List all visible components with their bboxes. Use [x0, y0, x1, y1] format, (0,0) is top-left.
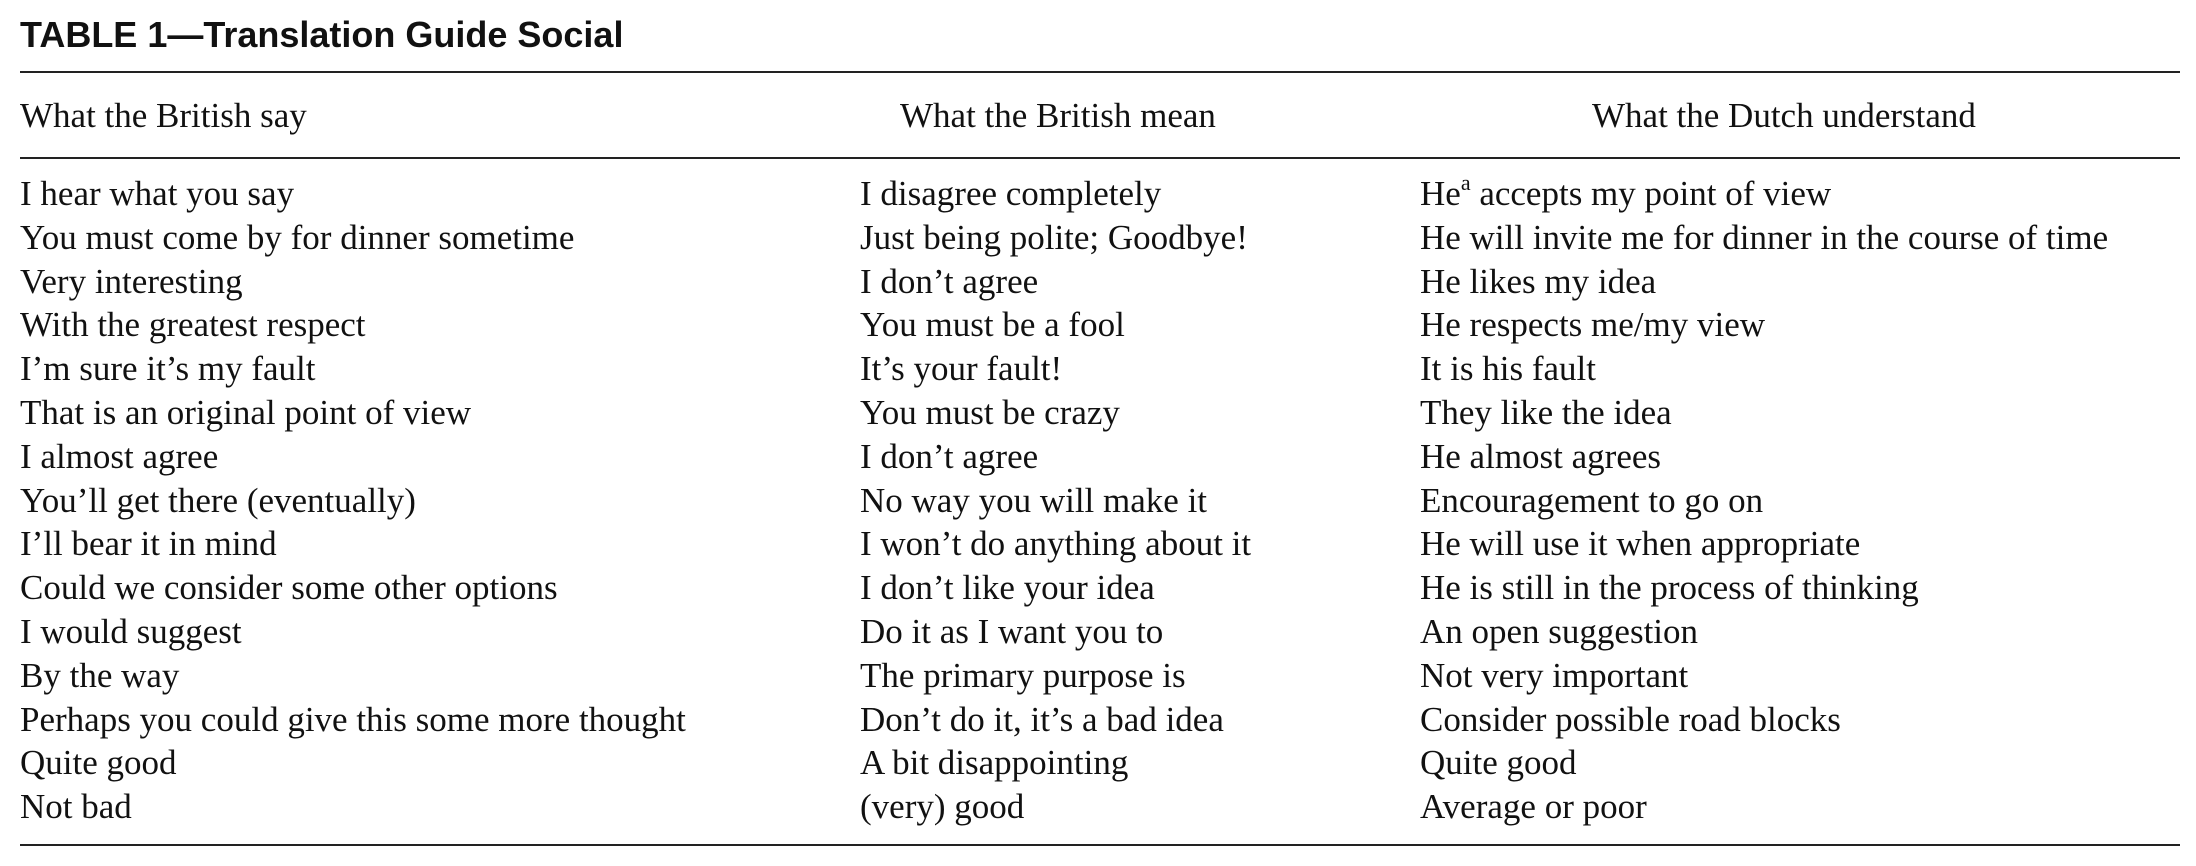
footnote-marker: a	[1460, 170, 1471, 196]
cell-british-mean: Do it as I want you to	[860, 611, 1164, 651]
table-row	[20, 347, 2180, 391]
bottom-rule	[20, 844, 2180, 846]
cell-british-say: I’m sure it’s my fault	[20, 349, 316, 389]
header-dutch-understand: What the Dutch understand	[1592, 96, 1976, 135]
cell-british-say: Quite good	[20, 743, 177, 783]
cell-british-say: That is an original point of view	[20, 392, 472, 432]
cell-british-mean: I won’t do anything about it	[860, 524, 1252, 564]
cell-dutch-understand: Not very important	[1420, 655, 1689, 695]
table-row	[20, 610, 2180, 654]
cell-british-mean: It’s your fault!	[860, 349, 1063, 389]
cell-british-mean: I disagree completely	[860, 174, 1162, 213]
cell-british-say: You’ll get there (eventually)	[20, 480, 416, 520]
cell-british-mean: I don’t agree	[860, 261, 1039, 301]
cell-dutch-understand: They like the idea	[1420, 392, 1672, 432]
table-row	[20, 785, 2180, 829]
cell-british-mean: You must be a fool	[860, 305, 1125, 345]
cell-dutch-understand: Quite good	[1420, 743, 1577, 783]
cell-british-mean: I don’t like your idea	[860, 568, 1155, 608]
cell-british-mean: (very) good	[860, 787, 1025, 827]
cell-british-mean: Just being polite; Goodbye!	[860, 217, 1248, 257]
cell-british-say: Could we consider some other options	[20, 568, 558, 608]
table-row	[20, 698, 2180, 742]
table-body	[20, 172, 2180, 829]
cell-british-say: I would suggest	[20, 611, 242, 651]
cell-british-say: With the greatest respect	[20, 305, 366, 345]
table-row	[20, 303, 2180, 347]
cell-british-say: Not bad	[20, 787, 132, 827]
cell-dutch-understand: Encouragement to go on	[1420, 480, 1764, 520]
top-rule	[20, 71, 2180, 73]
cell-dutch-understand: He will invite me for dinner in the course of time	[1420, 217, 2109, 257]
cell-british-say: By the way	[20, 655, 180, 695]
table-row	[20, 479, 2180, 523]
table-row	[20, 654, 2180, 698]
table-caption: TABLE 1—Translation Guide Social	[20, 14, 624, 55]
cell-dutch-understand: He will use it when appropriate	[1420, 524, 1861, 564]
cell-british-mean: I don’t agree	[860, 436, 1039, 476]
table-row	[20, 172, 2180, 216]
table-row	[20, 435, 2180, 479]
cell-british-mean: No way you will make it	[860, 480, 1208, 520]
cell-dutch-understand: He almost agrees	[1420, 436, 1662, 476]
cell-dutch-understand: He likes my idea	[1420, 261, 1657, 301]
cell-british-mean: You must be crazy	[860, 392, 1120, 432]
header-rule	[20, 157, 2180, 159]
cell-british-say: Very interesting	[20, 261, 243, 301]
cell-british-say: I’ll bear it in mind	[20, 524, 277, 564]
table-row	[20, 391, 2180, 435]
cell-british-say: You must come by for dinner sometime	[20, 217, 575, 257]
cell-dutch-understand: An open suggestion	[1420, 611, 1699, 651]
cell-dutch-understand: He is still in the process of thinking	[1420, 568, 1919, 608]
cell-dutch-understand: Consider possible road blocks	[1420, 699, 1841, 739]
cell-dutch-understand-prefix: He	[1420, 174, 1461, 213]
table-row	[20, 260, 2180, 304]
cell-dutch-understand: Average or poor	[1420, 787, 1647, 827]
cell-british-say: I almost agree	[20, 436, 219, 476]
table-header-row	[20, 94, 2180, 138]
table-row	[20, 522, 2180, 566]
header-british-mean: What the British mean	[900, 96, 1216, 135]
table-row	[20, 566, 2180, 610]
cell-dutch-understand: He respects me/my view	[1420, 305, 1766, 345]
cell-dutch-understand: It is his fault	[1420, 349, 1596, 389]
cell-british-say: Perhaps you could give this some more thought	[20, 699, 686, 739]
table-row	[20, 216, 2180, 260]
cell-british-mean: The primary purpose is	[860, 655, 1186, 695]
cell-british-mean: A bit disappointing	[860, 743, 1129, 783]
cell-dutch-understand	[1420, 172, 1831, 216]
cell-british-mean: Don’t do it, it’s a bad idea	[860, 699, 1224, 739]
header-british-say: What the British say	[20, 96, 307, 135]
cell-dutch-understand-rest: accepts my point of view	[1470, 174, 1832, 213]
table-row	[20, 741, 2180, 785]
cell-british-say: I hear what you say	[20, 174, 295, 213]
